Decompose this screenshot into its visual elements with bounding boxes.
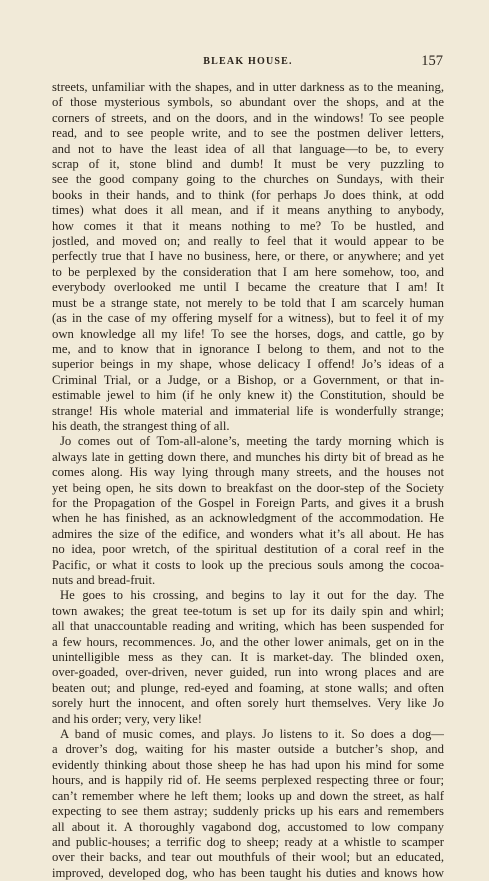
paragraph-start-line: A band of music comes, and plays. Jo listens to it. So does a dog— bbox=[60, 727, 444, 742]
text-line: over their backs, and tear out mouthfuls of their wool; but an educated, bbox=[52, 850, 444, 865]
text-line: of those mysterious symbols, so abundant over the shops, and at the bbox=[52, 95, 444, 110]
text-line: own knowledge all my life! To see the horses, dogs, and cattle, go by bbox=[52, 326, 444, 341]
text-line: see the good company going to the churches on Sundays, with their bbox=[52, 172, 444, 187]
text-line: times) what does it all mean, and if it means anything to anybody, bbox=[52, 203, 444, 218]
text-line: expecting to see them astray; suddenly pricks up his ears and remembers bbox=[52, 804, 444, 819]
text-line: perfectly true that I have no business, here, or there, or anywhere; and yet bbox=[52, 249, 444, 264]
text-line: jostled, and moved on; and really to feel that it would appear to be bbox=[52, 234, 444, 249]
text-line: superior beings in my shape, whose delicacy I offend! Jo’s ideas of a bbox=[52, 357, 444, 372]
text-line: comes along. His way lying through many streets, and the houses not bbox=[52, 465, 444, 480]
text-line: all about it. A thoroughly vagabond dog, accustomed to low company bbox=[52, 819, 444, 834]
text-line: sorely hurt the innocent, and often sorely hurt themselves. Very like Jo bbox=[52, 696, 444, 711]
text-line: admires the size of the edifice, and wonders what it’s all about. He has bbox=[52, 526, 444, 541]
text-line: must be a strange state, not merely to be told that I am scarcely human bbox=[52, 295, 444, 310]
text-line: hours, and is happily rid of. He seems perplexed respecting three or four; bbox=[52, 773, 444, 788]
text-line: town awakes; the great tee-totum is set up for its daily spin and whirl; bbox=[52, 603, 444, 618]
text-line: and not to have the least idea of all that language—to be, to every bbox=[52, 141, 444, 156]
text-line: read, and to see people write, and to see the postmen deliver letters, bbox=[52, 126, 444, 141]
text-line: to be perplexed by the consideration that I am here somehow, too, and bbox=[52, 264, 444, 279]
running-title: BLEAK HOUSE. bbox=[203, 56, 293, 67]
running-head bbox=[53, 53, 443, 72]
text-line: when he has finished, as an acknowledgment of the accommodation. He bbox=[52, 511, 444, 526]
text-line: me, and to know that in ignorance I belong to them, and not to the bbox=[52, 341, 444, 356]
text-line: scrap of it, stone blind and dumb! It must be very puzzling to bbox=[52, 157, 444, 172]
text-line: Pacific, or what it costs to look up the precious souls among the cocoa- bbox=[52, 557, 444, 572]
text-line: evidently thinking about those sheep he has had upon his mind for some bbox=[52, 757, 444, 772]
text-line: a few hours, recommences. Jo, and the other lower animals, get on in the bbox=[52, 634, 444, 649]
text-line: can’t remember where he left them; looks up and down the street, as half bbox=[52, 788, 444, 803]
text-line: over-goaded, over-driven, never guided, run into wrong places and are bbox=[52, 665, 444, 680]
text-line: streets, unfamiliar with the shapes, and in utter darkness as to the meaning, bbox=[52, 80, 444, 94]
text-line: for the Propagation of the Gospel in Foreign Parts, and gives it a brush bbox=[52, 495, 444, 510]
text-line: a drover’s dog, waiting for his master outside a butcher’s shop, and bbox=[52, 742, 444, 757]
text-line: strange! His whole material and immaterial life is wonderfully strange; bbox=[52, 403, 444, 418]
paragraph-start-line: He goes to his crossing, and begins to lay it out for the day. The bbox=[60, 588, 444, 603]
text-line: Criminal Trial, or a Judge, or a Bishop, or a Government, or that in- bbox=[52, 372, 444, 387]
text-line: books in their hands, and to think (for perhaps Jo does think, at odd bbox=[52, 187, 444, 202]
paragraph-end-line: nuts and bread-fruit. bbox=[52, 573, 156, 587]
page-number: 157 bbox=[421, 53, 443, 69]
text-line: always late in getting down there, and munches his dirty bit of bread as he bbox=[52, 449, 444, 464]
text-line: unintelligible mess as they can. It is market-day. The blinded oxen, bbox=[52, 650, 444, 665]
paragraph-end-line: his death, the strangest thing of all. bbox=[52, 418, 230, 433]
text-line: beaten out; and plunge, red-eyed and foaming, at stone walls; and often bbox=[52, 680, 444, 695]
text-line: no idea, poor wretch, of the spiritual destitution of a coral reef in the bbox=[52, 542, 444, 557]
text-line: and public-houses; a terrific dog to sheep; ready at a whistle to scamper bbox=[52, 834, 444, 849]
body-text bbox=[52, 80, 444, 881]
text-line: everybody overlooked me until I became the creature that I am! It bbox=[52, 280, 444, 295]
text-line: estimable jewel to him (if he only knew it) the Constitution, should be bbox=[52, 388, 444, 403]
paragraph-end-line: and his order; very, very like! bbox=[52, 711, 202, 726]
text-line: (as in the case of my offering myself for a witness), but to feel it of my bbox=[52, 311, 444, 326]
text-line: corners of streets, and on the doors, and in the windows! To see people bbox=[52, 110, 444, 125]
text-line: yet being open, he sits down to breakfast on the door-step of the Society bbox=[52, 480, 444, 495]
text-line: how comes it that it means nothing to me? To be hustled, and bbox=[52, 218, 444, 233]
text-line: improved, developed dog, who has been taught his duties and knows how bbox=[52, 865, 444, 880]
text-line: all that unaccountable reading and writing, which has been suspended for bbox=[52, 619, 444, 634]
paragraph-start-line: Jo comes out of Tom-all-alone’s, meeting the tardy morning which is bbox=[60, 434, 444, 449]
